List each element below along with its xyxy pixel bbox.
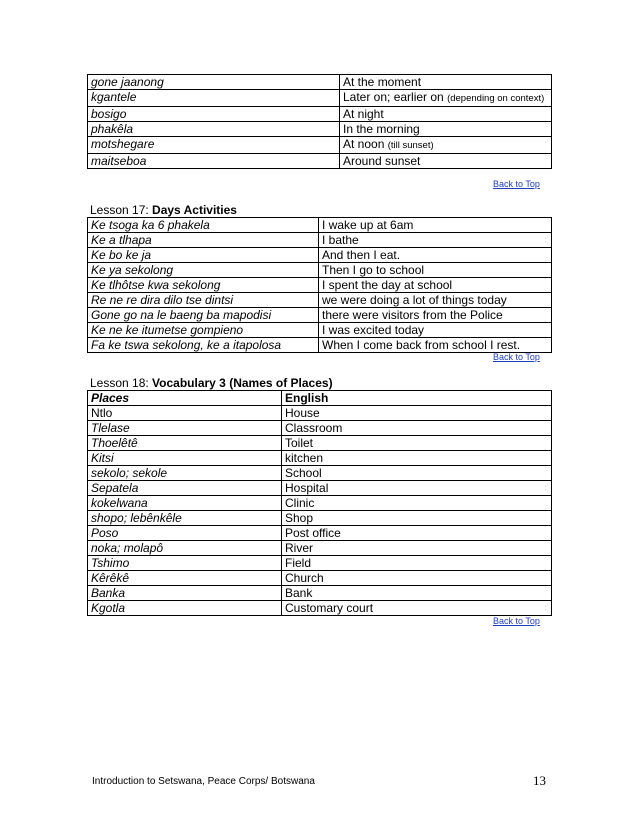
english-cell: When I come back from school I rest. bbox=[319, 338, 552, 353]
table-row bbox=[88, 107, 552, 122]
english-cell bbox=[340, 75, 552, 90]
english-cell: Church bbox=[282, 571, 552, 586]
english-cell: I was excited today bbox=[319, 323, 552, 338]
table-row bbox=[88, 571, 552, 586]
lesson-18-heading bbox=[90, 376, 333, 390]
setswana-cell: Ke ne ke itumetse gompieno bbox=[88, 323, 319, 338]
english-cell: Customary court bbox=[282, 601, 552, 616]
english-cell: Hospital bbox=[282, 481, 552, 496]
setswana-cell: motshegare bbox=[88, 137, 340, 154]
english-text: At noon bbox=[343, 137, 385, 151]
setswana-cell: noka; molapô bbox=[88, 541, 282, 556]
english-cell: Clinic bbox=[282, 496, 552, 511]
table-row bbox=[88, 421, 552, 436]
english-cell bbox=[340, 90, 552, 107]
table-row bbox=[88, 218, 552, 233]
table-row bbox=[88, 406, 552, 421]
english-cell: School bbox=[282, 466, 552, 481]
table-row bbox=[88, 233, 552, 248]
english-text: At night bbox=[343, 107, 384, 121]
table-row bbox=[88, 511, 552, 526]
setswana-cell: Ke tsoga ka 6 phakela bbox=[88, 218, 319, 233]
english-cell: I wake up at 6am bbox=[319, 218, 552, 233]
table-row bbox=[88, 75, 552, 90]
page-footer: Introduction to Setswana, Peace Corps/ Botswana bbox=[92, 776, 315, 787]
table-row bbox=[88, 586, 552, 601]
table-row bbox=[88, 541, 552, 556]
english-cell: kitchen bbox=[282, 451, 552, 466]
lesson-17-body bbox=[88, 218, 552, 353]
back-to-top-link[interactable]: Back to Top bbox=[493, 179, 540, 189]
english-cell: Toilet bbox=[282, 436, 552, 451]
setswana-cell: kokelwana bbox=[88, 496, 282, 511]
setswana-cell: Tshimo bbox=[88, 556, 282, 571]
english-cell bbox=[340, 154, 552, 169]
setswana-cell: Ke a tlhapa bbox=[88, 233, 319, 248]
table-row bbox=[88, 278, 552, 293]
table-row bbox=[88, 466, 552, 481]
english-cell: I spent the day at school bbox=[319, 278, 552, 293]
setswana-cell: Sepatela bbox=[88, 481, 282, 496]
english-cell: there were visitors from the Police bbox=[319, 308, 552, 323]
lesson-prefix: Lesson 17: bbox=[90, 203, 153, 217]
setswana-cell: Kgotla bbox=[88, 601, 282, 616]
english-text: In the morning bbox=[343, 122, 420, 136]
table-row bbox=[88, 137, 552, 154]
table-row bbox=[88, 601, 552, 616]
table-row bbox=[88, 556, 552, 571]
english-note: (depending on context) bbox=[447, 93, 545, 104]
table-row bbox=[88, 323, 552, 338]
english-text: Around sunset bbox=[343, 154, 421, 168]
table-row bbox=[88, 436, 552, 451]
setswana-cell: kgantele bbox=[88, 90, 340, 107]
setswana-cell: bosigo bbox=[88, 107, 340, 122]
table-row bbox=[88, 496, 552, 511]
english-cell: And then I eat. bbox=[319, 248, 552, 263]
lesson-17-table bbox=[87, 217, 552, 353]
english-cell: Bank bbox=[282, 586, 552, 601]
english-cell: Shop bbox=[282, 511, 552, 526]
setswana-cell: sekolo; sekole bbox=[88, 466, 282, 481]
english-text: Later on; earlier on bbox=[343, 90, 444, 104]
english-cell: Field bbox=[282, 556, 552, 571]
english-cell: House bbox=[282, 406, 552, 421]
time-expressions-table bbox=[87, 74, 552, 169]
table-header-row bbox=[88, 391, 552, 406]
page-number: 13 bbox=[533, 773, 546, 788]
setswana-cell: shopo; lebênkêle bbox=[88, 511, 282, 526]
english-cell: Then I go to school bbox=[319, 263, 552, 278]
setswana-cell: Ke bo ke ja bbox=[88, 248, 319, 263]
lesson-title: Days Activities bbox=[152, 203, 237, 217]
english-cell bbox=[340, 107, 552, 122]
setswana-cell: Gone go na le baeng ba mapodisi bbox=[88, 308, 319, 323]
table-row bbox=[88, 338, 552, 353]
english-text: At the moment bbox=[343, 75, 422, 89]
setswana-cell: Thoelêtê bbox=[88, 436, 282, 451]
lesson-18-table bbox=[87, 390, 552, 616]
back-to-top-link[interactable]: Back to Top bbox=[493, 616, 540, 626]
table-row bbox=[88, 90, 552, 107]
english-cell: I bathe bbox=[319, 233, 552, 248]
table-row bbox=[88, 263, 552, 278]
setswana-cell: phakêla bbox=[88, 122, 340, 137]
setswana-cell: Ntlo bbox=[88, 406, 282, 421]
english-header: English bbox=[282, 391, 552, 406]
back-to-top-link[interactable]: Back to Top bbox=[493, 352, 540, 362]
table-row bbox=[88, 308, 552, 323]
english-note: (till sunset) bbox=[387, 140, 434, 151]
table-row bbox=[88, 481, 552, 496]
english-cell bbox=[340, 137, 552, 154]
setswana-cell: Re ne re dira dilo tse dintsi bbox=[88, 293, 319, 308]
time-expressions-body bbox=[88, 75, 552, 169]
table-row bbox=[88, 154, 552, 169]
setswana-cell: Ke ya sekolong bbox=[88, 263, 319, 278]
setswana-cell: Banka bbox=[88, 586, 282, 601]
table-row bbox=[88, 122, 552, 137]
setswana-cell: Poso bbox=[88, 526, 282, 541]
lesson-title: Vocabulary 3 (Names of Places) bbox=[152, 376, 333, 390]
setswana-cell: Tlelase bbox=[88, 421, 282, 436]
setswana-cell: Ke tlhôtse kwa sekolong bbox=[88, 278, 319, 293]
lesson-18-body bbox=[88, 391, 552, 616]
setswana-cell: maitseboa bbox=[88, 154, 340, 169]
english-cell: Classroom bbox=[282, 421, 552, 436]
english-cell: we were doing a lot of things today bbox=[319, 293, 552, 308]
setswana-cell: Fa ke tswa sekolong, ke a itapolosa bbox=[88, 338, 319, 353]
table-row bbox=[88, 248, 552, 263]
english-cell: Post office bbox=[282, 526, 552, 541]
table-row bbox=[88, 526, 552, 541]
lesson-prefix: Lesson 18: bbox=[90, 376, 153, 390]
table-row bbox=[88, 293, 552, 308]
lesson-17-heading bbox=[90, 203, 237, 217]
places-header: Places bbox=[88, 391, 282, 406]
table-row bbox=[88, 451, 552, 466]
english-cell bbox=[340, 122, 552, 137]
setswana-cell: Kêrêkê bbox=[88, 571, 282, 586]
setswana-cell: gone jaanong bbox=[88, 75, 340, 90]
english-cell: River bbox=[282, 541, 552, 556]
setswana-cell: Kitsi bbox=[88, 451, 282, 466]
